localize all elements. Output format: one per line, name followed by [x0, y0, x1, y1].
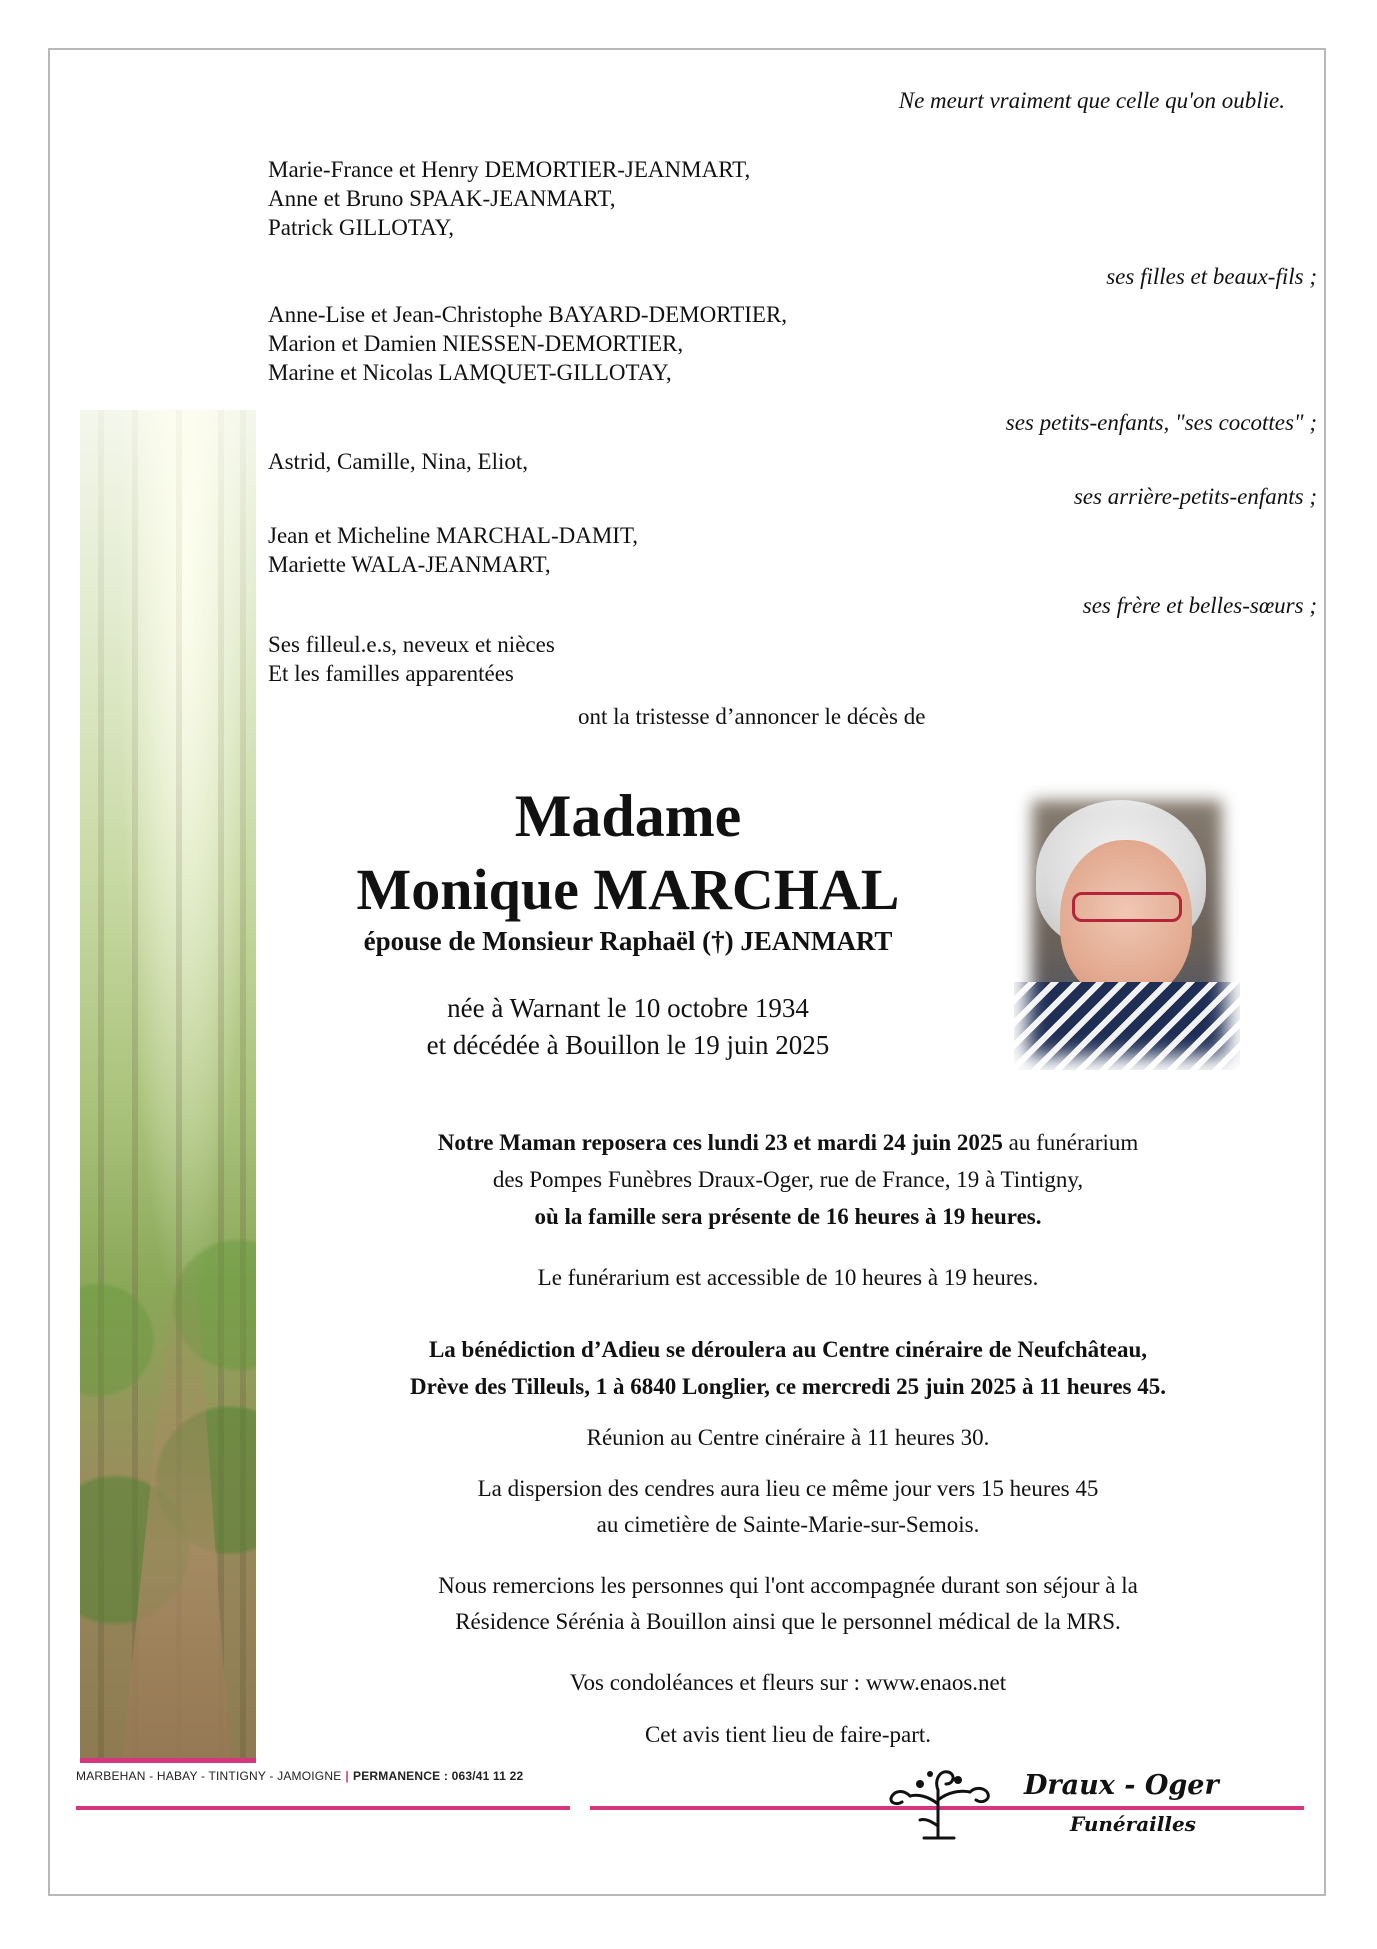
family-name-line: Patrick GILLOTAY, — [268, 215, 454, 240]
thanks-line-1: Nous remercions les personnes qui l'ont accompagnée durant son séjour à la — [438, 1573, 1138, 1598]
family-name-line: Mariette WALA-JEANMART, — [268, 552, 551, 577]
footer-contact — [76, 1769, 523, 1783]
family-others — [268, 630, 555, 688]
notice-line: Cet avis tient lieu de faire-part. — [644, 1722, 932, 1747]
funerarium-dates: Notre Maman reposera ces lundi 23 et mardi 24 juin 2025 — [437, 1130, 1003, 1155]
family-name-line: Astrid, Camille, Nina, Eliot, — [268, 449, 528, 474]
funerarium-line-1 — [258, 1130, 1318, 1156]
family-name-line: Et les familles apparentées — [268, 661, 514, 686]
family-group-daughters — [268, 155, 750, 242]
relation-label: ses petits-enfants, "ses cocottes" ; — [1005, 410, 1317, 435]
footer-line-left — [76, 1806, 570, 1810]
forest-path-image — [80, 410, 256, 1760]
relation-label: ses arrière-petits-enfants ; — [1073, 484, 1317, 509]
dispersion-line-1: La dispersion des cendres aura lieu ce même jour vers 15 heures 45 — [477, 1476, 1099, 1501]
thanks-line-2: Résidence Sérénia à Bouillon ainsi que le personnel médical de la MRS. — [455, 1609, 1121, 1634]
funerarium-location-label: au funérarium — [1002, 1130, 1139, 1155]
family-group-great-grandchildren — [268, 447, 528, 476]
ceremony-line-1: La bénédiction d’Adieu se déroulera au Centre cinéraire de Neufchâteau, — [428, 1337, 1148, 1362]
family-name-line: Ses filleul.e.s, neveux et nièces — [268, 632, 555, 657]
family-name-line: Anne-Lise et Jean-Christophe BAYARD-DEMORTIER, — [268, 302, 788, 327]
epitaph-quote: Ne meurt vraiment que celle qu'on oublie. — [898, 88, 1285, 113]
footer-locations: MARBEHAN - HABAY - TINTIGNY - JAMOIGNE — [76, 1769, 342, 1783]
brand-name: Draux - Oger — [1024, 1770, 1219, 1801]
footer-permanence: PERMANENCE : 063/41 11 22 — [352, 1769, 524, 1783]
funerarium-line-2: des Pompes Funèbres Draux-Oger, rue de France, 19 à Tintigny, — [492, 1167, 1084, 1192]
family-name-line: Marine et Nicolas LAMQUET-GILLOTAY, — [268, 360, 672, 385]
family-group-siblings — [268, 521, 638, 579]
accent-bar — [80, 1758, 256, 1763]
family-name-line: Anne et Bruno SPAAK-JEANMART, — [268, 186, 616, 211]
deceased-name: Monique MARCHAL — [356, 857, 900, 922]
family-name-line: Marion et Damien NIESSEN-DEMORTIER, — [268, 331, 684, 356]
birth-line: née à Warnant le 10 octobre 1934 — [447, 993, 809, 1023]
ceremony-meeting: Réunion au Centre cinéraire à 11 heures 30. — [586, 1425, 990, 1450]
death-line: et décédée à Bouillon le 19 juin 2025 — [426, 1030, 830, 1060]
funerarium-line-3: où la famille sera présente de 16 heures à 19 heures. — [534, 1204, 1042, 1229]
deceased-title: Madame — [514, 783, 742, 849]
deceased-portrait — [1014, 782, 1240, 1070]
ceremony-line-2: Drève des Tilleuls, 1 à 6840 Longlier, ce mercredi 25 juin 2025 à 11 heures 45. — [409, 1374, 1166, 1399]
relation-label: ses frère et belles-sœurs ; — [1082, 593, 1317, 618]
tree-logo-icon — [880, 1760, 998, 1840]
family-group-grandchildren — [268, 300, 787, 387]
condolences-line: Vos condoléances et fleurs sur : www.enaos.net — [569, 1670, 1007, 1695]
announcement-line: ont la tristesse d’annoncer le décès de — [578, 704, 926, 729]
dispersion-line-2: au cimetière de Sainte-Marie-sur-Semois. — [596, 1512, 980, 1537]
family-name-line: Marie-France et Henry DEMORTIER-JEANMART, — [268, 157, 751, 182]
footer-separator: | — [345, 1769, 349, 1783]
family-name-line: Jean et Micheline MARCHAL-DAMIT, — [268, 523, 639, 548]
relation-label: ses filles et beaux-fils ; — [1106, 264, 1317, 289]
deceased-spouse: épouse de Monsieur Raphaël (†) JEANMART — [363, 926, 893, 956]
funerarium-access: Le funérarium est accessible de 10 heures à 19 heures. — [537, 1265, 1039, 1290]
brand-subtitle: Funérailles — [1070, 1812, 1196, 1836]
